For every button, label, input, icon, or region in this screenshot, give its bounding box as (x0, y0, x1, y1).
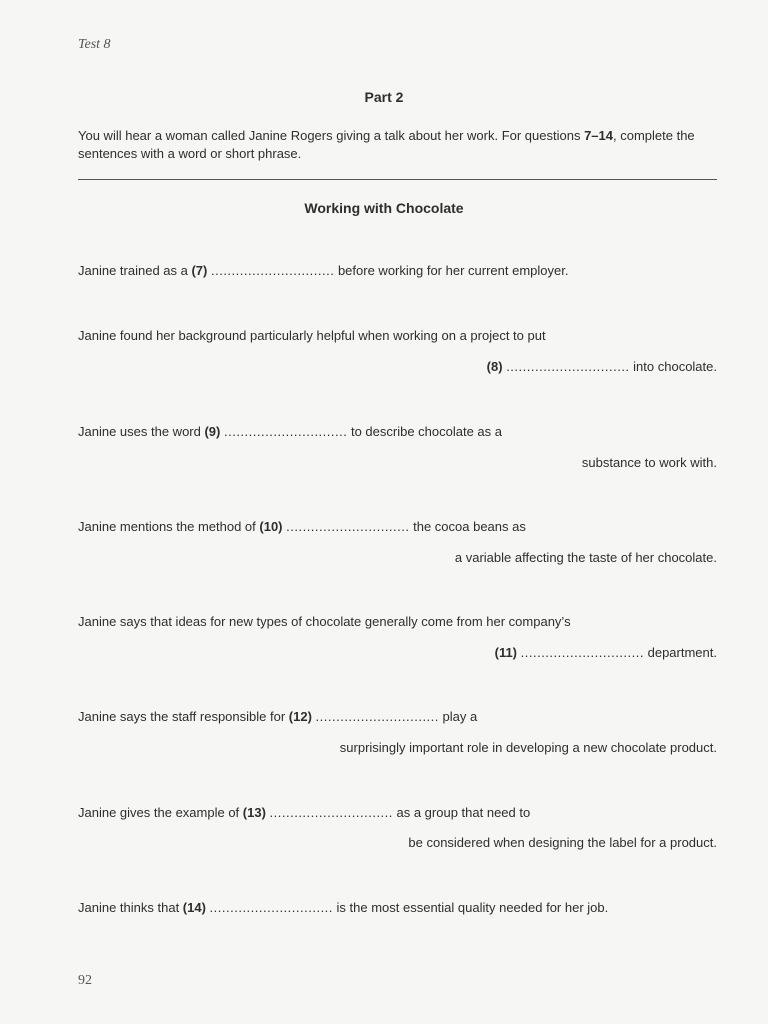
question-number: (10) (259, 519, 283, 534)
question-8-line-1: Janine found her background particularly helpful when working on a project to put (78, 328, 546, 343)
part-title: Part 2 (364, 89, 404, 105)
question-10-line-2: a variable affecting the taste of her chocolate. (454, 550, 717, 565)
instructions-text: , complete the sentences with a word or short phrase. (78, 128, 695, 161)
answer-blank[interactable]: .............................. (286, 519, 410, 534)
answer-blank[interactable]: .............................. (209, 900, 333, 915)
question-12-line-2: surprisingly important role in developing a new chocolate product. (339, 740, 717, 755)
question-range: 7–14 (584, 128, 613, 143)
page-number: 92 (78, 973, 92, 988)
question-text: Janine mentions the method of (78, 519, 260, 534)
question-text: the cocoa beans as (409, 519, 526, 534)
question-9-line-2: substance to work with. (581, 455, 717, 470)
answer-blank[interactable]: .............................. (315, 709, 439, 724)
question-number: (11) (494, 645, 518, 660)
question-text: department. (644, 645, 717, 660)
question-text: before working for her current employer. (334, 263, 569, 278)
divider (78, 179, 717, 180)
question-13-line-2: be considered when designing the label for a product. (408, 835, 717, 850)
question-11-line-1: Janine says that ideas for new types of chocolate generally come from her company’s (78, 614, 571, 629)
question-text: Janine uses the word (78, 424, 205, 439)
question-text: Janine trained as a (78, 263, 192, 278)
question-text: is the most essential quality needed for her job. (332, 900, 609, 915)
question-14 (78, 900, 717, 917)
question-12-line-1 (78, 709, 717, 726)
question-text: Janine thinks that (78, 900, 183, 915)
running-head: Test 8 (78, 37, 111, 52)
question-9-line-1 (78, 424, 717, 441)
question-number: (8) (486, 359, 503, 374)
question-11-line-2 (78, 645, 717, 662)
answer-blank[interactable]: .............................. (223, 424, 348, 439)
instructions (78, 127, 718, 163)
answer-blank[interactable]: .............................. (520, 645, 644, 660)
instructions-text: You will hear a woman called Janine Rogers giving a talk about her work. For questions (78, 128, 585, 143)
question-number: (7) (191, 263, 208, 278)
question-text: Janine gives the example of (78, 805, 243, 820)
question-text: into chocolate. (629, 359, 717, 374)
question-13-line-1 (78, 805, 717, 822)
question-text: play a (438, 709, 478, 724)
section-title: Working with Chocolate (304, 200, 464, 216)
question-text: Janine says the staff responsible for (78, 709, 289, 724)
question-8-line-2 (78, 359, 717, 376)
question-text: to describe chocolate as a (347, 424, 502, 439)
answer-blank[interactable]: .............................. (506, 359, 630, 374)
question-number: (13) (242, 805, 266, 820)
answer-blank[interactable]: .............................. (269, 805, 393, 820)
question-number: (12) (288, 709, 312, 724)
question-text: as a group that need to (392, 805, 531, 820)
question-7 (78, 263, 717, 280)
question-10-line-1 (78, 519, 717, 536)
question-number: (14) (182, 900, 206, 915)
question-number: (9) (204, 424, 221, 439)
answer-blank[interactable]: .............................. (210, 263, 335, 278)
